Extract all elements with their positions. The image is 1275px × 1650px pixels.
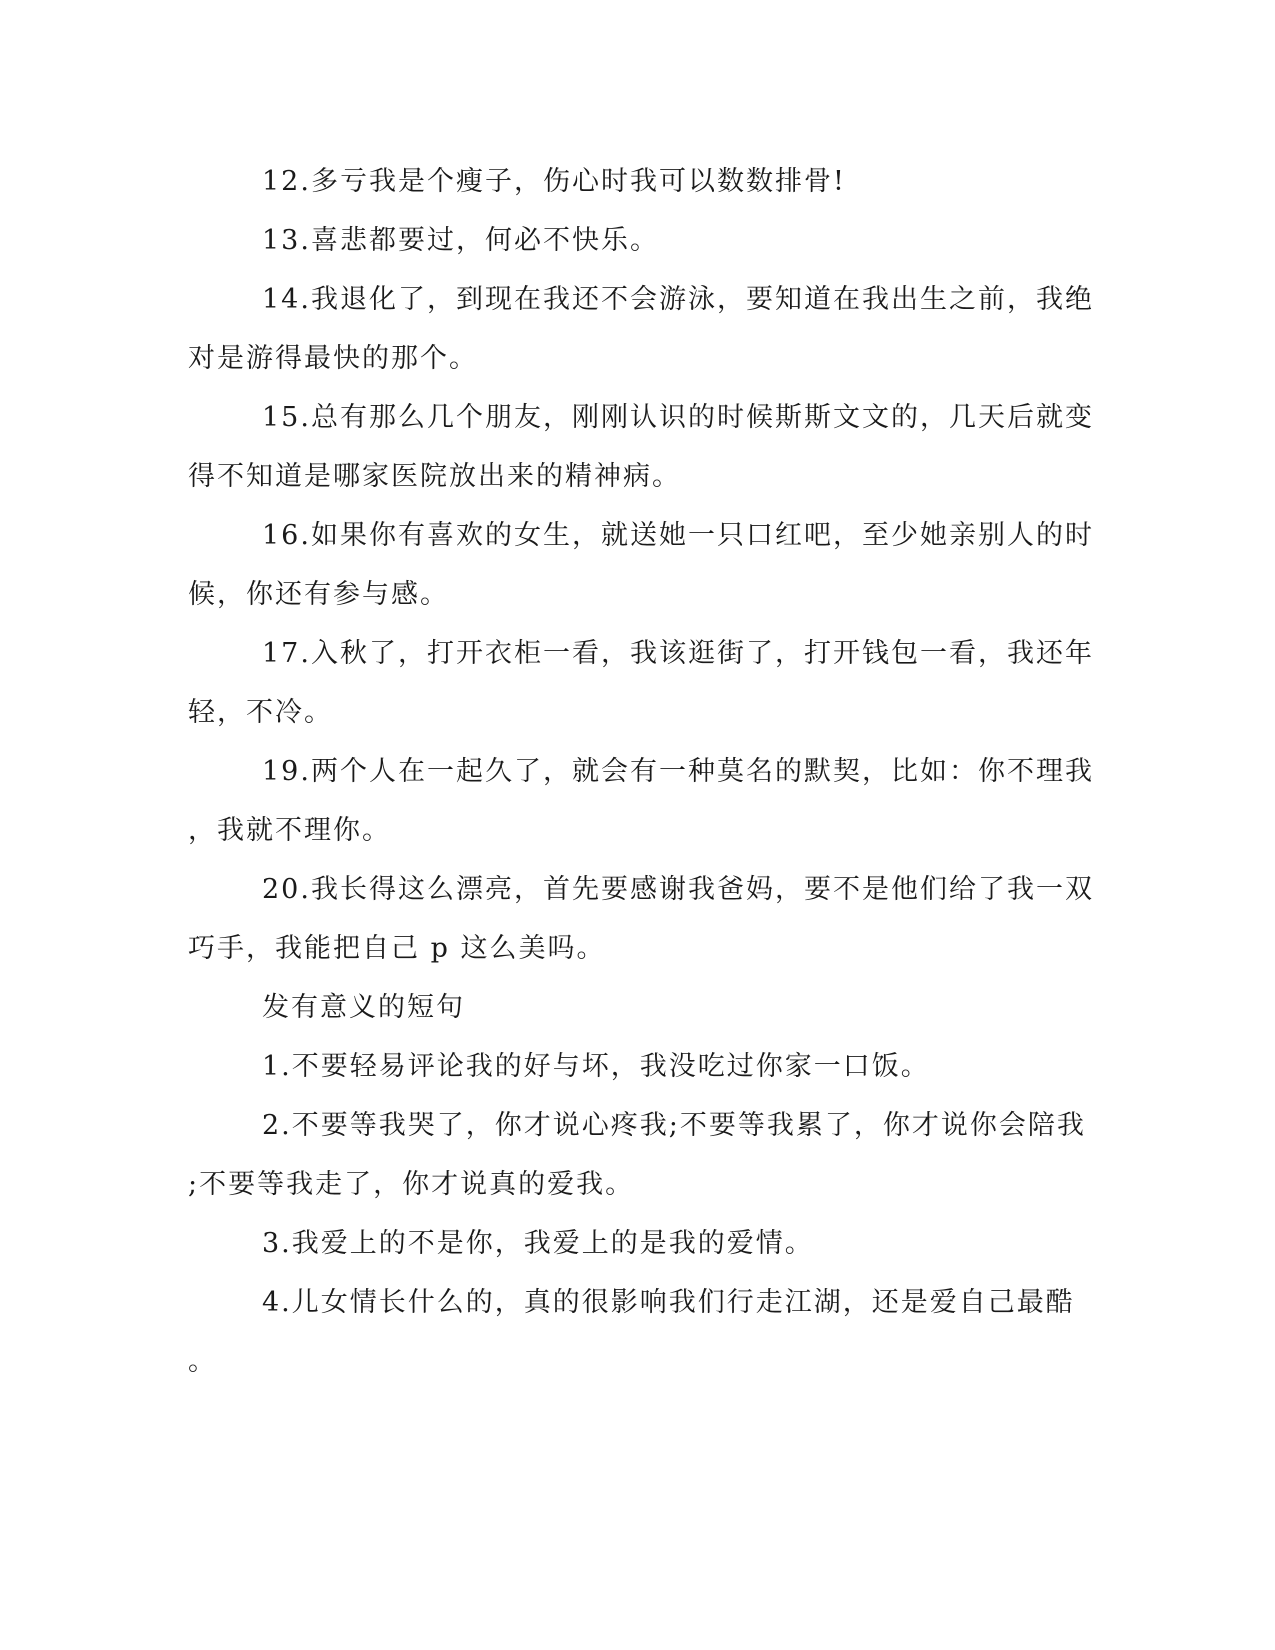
- text-line: ，我就不理你。: [188, 815, 391, 846]
- text-line: 候，你还有参与感。: [188, 579, 449, 610]
- text-line: 16.如果你有喜欢的女生，就送她一只口红吧，至少她亲别人的时: [262, 520, 1094, 551]
- text-line: 2.不要等我哭了，你才说心疼我;不要等我累了，你才说你会陪我: [262, 1110, 1086, 1141]
- text-line: 。: [188, 1346, 217, 1377]
- text-line: 轻，不冷。: [188, 697, 333, 728]
- text-line: 3.我爱上的不是你，我爱上的是我的爱情。: [262, 1228, 814, 1259]
- text-line: 1.不要轻易评论我的好与坏，我没吃过你家一口饭。: [262, 1051, 930, 1082]
- text-line: 巧手，我能把自己 p 这么美吗。: [188, 933, 606, 964]
- text-line: 4.儿女情长什么的，真的很影响我们行走江湖，还是爱自己最酷: [262, 1287, 1075, 1318]
- text-line: ;不要等我走了，你才说真的爱我。: [188, 1169, 635, 1200]
- text-line: 对是游得最快的那个。: [188, 343, 478, 374]
- text-line: 20.我长得这么漂亮，首先要感谢我爸妈，要不是他们给了我一双: [262, 874, 1094, 905]
- text-line: 14.我退化了，到现在我还不会游泳，要知道在我出生之前，我绝: [262, 284, 1094, 315]
- text-line: 12.多亏我是个瘦子，伤心时我可以数数排骨!: [262, 166, 846, 197]
- text-line: 19.两个人在一起久了，就会有一种莫名的默契，比如：你不理我: [262, 756, 1094, 787]
- section-heading: 发有意义的短句: [262, 992, 465, 1023]
- text-line: 15.总有那么几个朋友，刚刚认识的时候斯斯文文的，几天后就变: [262, 402, 1094, 433]
- text-line: 得不知道是哪家医院放出来的精神病。: [188, 461, 681, 492]
- text-line: 17.入秋了，打开衣柜一看，我该逛街了，打开钱包一看，我还年: [262, 638, 1094, 669]
- text-line: 13.喜悲都要过，何必不快乐。: [262, 225, 659, 256]
